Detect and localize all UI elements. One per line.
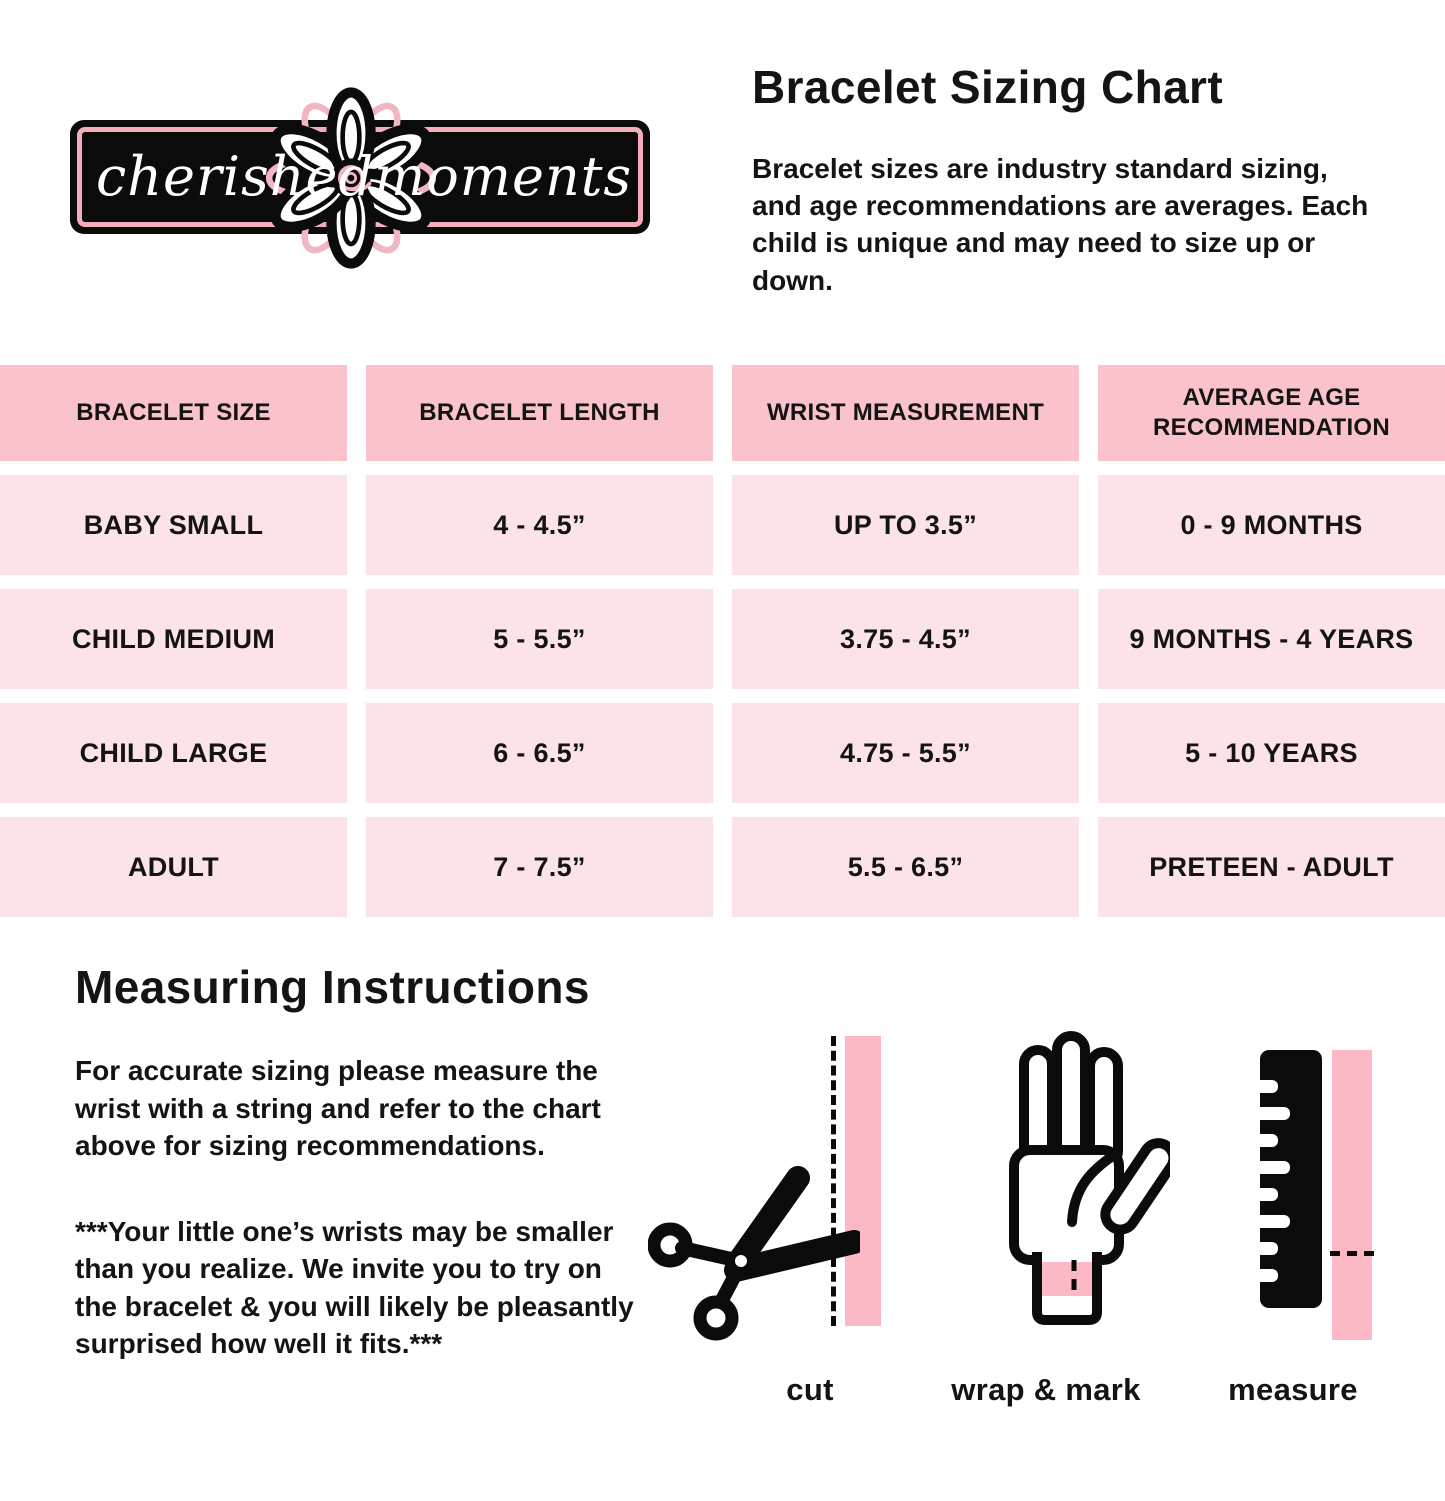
table-cell: 7 - 7.5” [366,817,713,917]
wrap-and-mark-label: wrap & mark [951,1372,1141,1407]
table-cell: 4 - 4.5” [366,475,713,575]
hero-section [752,60,1397,299]
col-header-bracelet-size: BRACELET SIZE [0,365,347,461]
table-cell: BABY SMALL [0,475,347,575]
intro-text: Bracelet sizes are industry standard sizing, and age recommendations are averages. Each child is unique and may need to size up or down. [752,153,1369,296]
logo-text-moments: moments [374,145,633,208]
table-cell: 6 - 6.5” [366,703,713,803]
table-cell: 3.75 - 4.5” [732,589,1079,689]
instructions-paragraph-2: ***Your little one’s wrists may be smaller than you realize. We invite you to try on the bracelet & you will likely be pleasantly surprised how well it fits.*** [75,1215,634,1360]
table-cell: UP TO 3.5” [732,475,1079,575]
ruler-icon [1258,1048,1326,1310]
table-cell: 9 MONTHS - 4 YEARS [1098,589,1445,689]
measure-label: measure [1228,1372,1358,1407]
page-title: Bracelet Sizing Chart [752,61,1224,113]
sizing-table [0,365,1445,917]
cut-label: cut [786,1372,834,1407]
table-cell: 5 - 10 YEARS [1098,703,1445,803]
instructions-paragraph-1: For accurate sizing please measure the wrist with a string and refer to the chart above for sizing recommendations. [75,1055,601,1162]
brand-logo [70,120,650,234]
measure-ribbon-strip [1332,1050,1372,1340]
table-cell: PRETEEN - ADULT [1098,817,1445,917]
scissors-icon [648,1148,860,1354]
table-cell: 0 - 9 MONTHS [1098,475,1445,575]
table-cell: 4.75 - 5.5” [732,703,1079,803]
measure-dashed-line [1330,1251,1374,1256]
instructions-title: Measuring Instructions [75,961,590,1013]
table-cell: ADULT [0,817,347,917]
table-cell: CHILD LARGE [0,703,347,803]
hand-icon [962,1022,1170,1334]
measuring-instructions-section [75,960,675,1363]
logo-text-cherished: cherished [96,145,375,208]
table-cell: CHILD MEDIUM [0,589,347,689]
col-header-wrist-measurement: WRIST MEASUREMENT [732,365,1079,461]
col-header-age-recommendation: AVERAGE AGE RECOMMENDATION [1098,365,1445,461]
table-cell: 5 - 5.5” [366,589,713,689]
col-header-bracelet-length: BRACELET LENGTH [366,365,713,461]
table-cell: 5.5 - 6.5” [732,817,1079,917]
